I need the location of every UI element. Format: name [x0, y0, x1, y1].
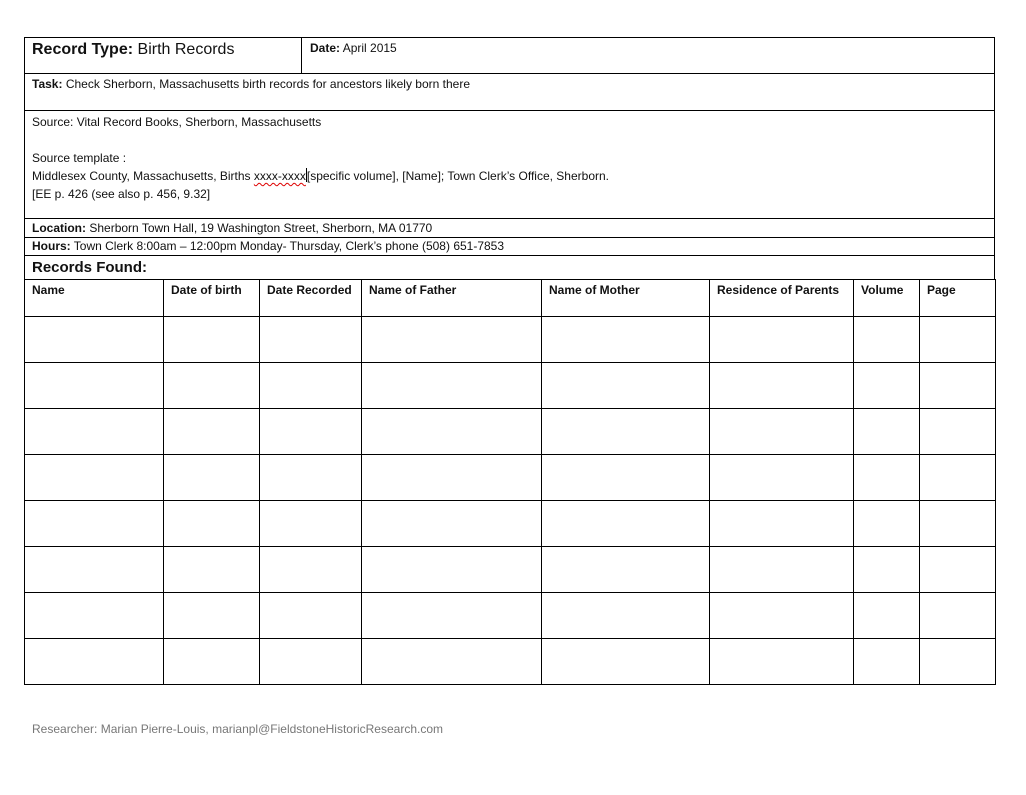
table-row	[25, 501, 996, 547]
table-cell[interactable]	[542, 363, 710, 409]
table-cell[interactable]	[362, 409, 542, 455]
column-header: Date of birth	[164, 280, 260, 317]
table-cell[interactable]	[362, 363, 542, 409]
date-label: Date:	[310, 41, 341, 55]
table-row	[25, 317, 996, 363]
records-found-heading: Records Found:	[25, 256, 994, 280]
table-cell[interactable]	[710, 639, 854, 685]
source-template-heading: Source template :	[32, 151, 127, 165]
hours-row	[25, 238, 994, 256]
table-cell[interactable]	[854, 593, 920, 639]
table-cell[interactable]	[920, 317, 996, 363]
table-cell[interactable]	[164, 593, 260, 639]
table-row	[25, 363, 996, 409]
header-row	[25, 38, 994, 74]
table-cell[interactable]	[710, 363, 854, 409]
table-cell[interactable]	[854, 547, 920, 593]
table-cell[interactable]	[362, 317, 542, 363]
table-cell[interactable]	[920, 455, 996, 501]
template-line1-end: [specific volume], [Name]; Town Clerk’s Office, Sherborn.	[306, 169, 609, 183]
table-cell[interactable]	[164, 501, 260, 547]
record-type-value: Birth Records	[137, 41, 235, 58]
table-cell[interactable]	[710, 409, 854, 455]
table-cell[interactable]	[362, 455, 542, 501]
table-cell[interactable]	[260, 639, 362, 685]
column-header: Name of Father	[362, 280, 542, 317]
column-header: Name of Mother	[542, 280, 710, 317]
source-template-line2: [EE p. 426 (see also p. 456, 9.32]	[32, 187, 211, 201]
column-header: Date Recorded	[260, 280, 362, 317]
table-cell[interactable]	[710, 455, 854, 501]
table-cell[interactable]	[260, 547, 362, 593]
table-cell[interactable]	[710, 317, 854, 363]
source-row	[25, 111, 994, 219]
table-cell[interactable]	[25, 455, 164, 501]
table-cell[interactable]	[542, 639, 710, 685]
table-cell[interactable]	[25, 317, 164, 363]
table-cell[interactable]	[164, 547, 260, 593]
table-row	[25, 409, 996, 455]
table-cell[interactable]	[260, 317, 362, 363]
record-form	[24, 37, 995, 280]
hours-value: Town Clerk 8:00am – 12:00pm Monday- Thursday, Clerk’s phone (508) 651-7853	[70, 239, 505, 253]
table-cell[interactable]	[854, 455, 920, 501]
table-cell[interactable]	[362, 639, 542, 685]
table-cell[interactable]	[164, 639, 260, 685]
table-cell[interactable]	[25, 639, 164, 685]
column-header: Name	[25, 280, 164, 317]
table-cell[interactable]	[260, 363, 362, 409]
table-cell[interactable]	[854, 363, 920, 409]
table-cell[interactable]	[164, 409, 260, 455]
table-cell[interactable]	[25, 409, 164, 455]
source-text: Source: Vital Record Books, Sherborn, Massachusetts	[32, 115, 322, 129]
table-cell[interactable]	[260, 409, 362, 455]
column-header: Volume	[854, 280, 920, 317]
table-header-row	[25, 280, 996, 317]
source-template-line1	[32, 167, 994, 185]
location-row	[25, 219, 994, 238]
table-cell[interactable]	[920, 639, 996, 685]
table-cell[interactable]	[25, 501, 164, 547]
table-cell[interactable]	[362, 593, 542, 639]
table-row	[25, 639, 996, 685]
table-cell[interactable]	[920, 409, 996, 455]
table-cell[interactable]	[260, 501, 362, 547]
table-cell[interactable]	[542, 547, 710, 593]
column-header: Page	[920, 280, 996, 317]
date-cell	[302, 38, 405, 73]
table-cell[interactable]	[542, 501, 710, 547]
table-cell[interactable]	[542, 455, 710, 501]
table-cell[interactable]	[710, 593, 854, 639]
table-cell[interactable]	[710, 547, 854, 593]
table-cell[interactable]	[920, 547, 996, 593]
table-cell[interactable]	[542, 317, 710, 363]
table-cell[interactable]	[362, 547, 542, 593]
table-cell[interactable]	[854, 317, 920, 363]
record-type-label: Record Type:	[32, 41, 134, 58]
location-value: Sherborn Town Hall, 19 Washington Street, Sherborn, MA 01770	[89, 221, 433, 235]
table-cell[interactable]	[164, 317, 260, 363]
table-cell[interactable]	[920, 501, 996, 547]
table-cell[interactable]	[164, 363, 260, 409]
template-line1-start: Middlesex County, Massachusetts, Births	[32, 169, 254, 183]
table-cell[interactable]	[362, 501, 542, 547]
task-value: Check Sherborn, Massachusetts birth records for ancestors likely born there	[65, 77, 470, 91]
table-cell[interactable]	[25, 363, 164, 409]
table-cell[interactable]	[542, 593, 710, 639]
table-cell[interactable]	[260, 593, 362, 639]
table-cell[interactable]	[710, 501, 854, 547]
table-cell[interactable]	[854, 639, 920, 685]
records-table-body	[25, 317, 996, 685]
table-cell[interactable]	[854, 501, 920, 547]
table-row	[25, 547, 996, 593]
table-cell[interactable]	[164, 455, 260, 501]
table-cell[interactable]	[25, 593, 164, 639]
table-cell[interactable]	[25, 547, 164, 593]
table-cell[interactable]	[542, 409, 710, 455]
task-label: Task:	[32, 77, 63, 91]
task-row	[25, 74, 994, 111]
table-cell[interactable]	[920, 363, 996, 409]
spellcheck-underlined-text: xxxx-xxxx	[253, 169, 306, 183]
record-type-cell	[25, 38, 302, 73]
hours-label: Hours:	[32, 239, 71, 253]
records-table	[24, 279, 996, 685]
table-cell[interactable]	[260, 455, 362, 501]
table-cell[interactable]	[854, 409, 920, 455]
table-cell[interactable]	[920, 593, 996, 639]
table-row	[25, 455, 996, 501]
table-row	[25, 593, 996, 639]
column-header: Residence of Parents	[710, 280, 854, 317]
researcher-footer: Researcher: Marian Pierre-Louis, marianpl@FieldstoneHistoricResearch.com	[32, 722, 443, 736]
location-label: Location:	[32, 221, 86, 235]
date-value: April 2015	[342, 41, 397, 55]
